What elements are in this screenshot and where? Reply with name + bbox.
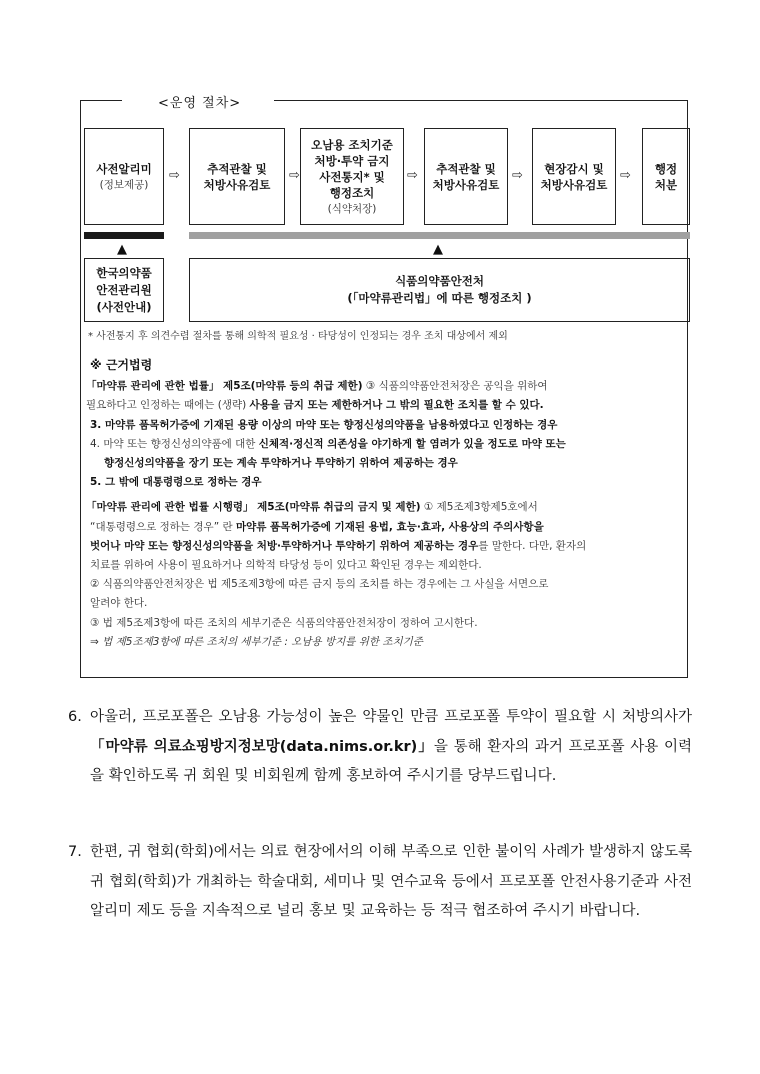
triangle-up-icon: ▲ (433, 242, 443, 257)
footnote: * 사전통지 후 의견수렴 절차를 통해 의학적 필요성 · 타당성이 인정되는 경우 조치 대상에서 제외 (88, 331, 508, 342)
law1-line: 필요하다고 인정하는 때에는 (생략) 사용을 금지 또는 제한하거나 그 밖의 필요한 조치를 할 수 있다. (86, 399, 544, 412)
org-kids: 한국의약품 안전관리원 (사전안내) (84, 258, 164, 322)
agency-bar-right (189, 232, 690, 239)
law1-item4: 4. 마약 또는 향정신성의약품에 대한 신체적·정신적 의존성을 야기하게 할 염려가 있을 정도로 마약 또는 (90, 437, 566, 450)
nims-link-text: 「마약류 의료쇼핑방지정보망(data.nims.or.kr)」 (90, 738, 434, 755)
triangle-up-icon: ▲ (117, 242, 127, 257)
law2-line: 치료를 위하여 사용이 필요하거나 의학적 타당성 등이 있다고 확인된 경우는 제외한다. (90, 559, 482, 572)
law2-line: ③ 법 제5조제3항에 따른 조치의 세부기준은 식품의약품안전처장이 정하여 고시한다. (90, 616, 478, 629)
arrow-icon: ⇨ (169, 168, 180, 183)
arrow-icon: ⇨ (407, 168, 418, 183)
paragraph-6: 6. 아울러, 프로포폴은 오남용 가능성이 높은 약물인 만큼 프로포폴 투약이 필요할 시 처방의사가 「마약류 의료쇼핑방지정보망(data.nims.or.kr)」을 통해 환자의 과거 프로포폴 사용 이력을 확인하도록 귀 회원 및 비회원께 함께 홍보하여 주시기를 당부드립니다. (68, 703, 692, 792)
arrow-icon: ⇨ (512, 168, 523, 183)
org-mfds: 식품의약품안전처 (「마약류관리법」에 따른 행정조치 ) (189, 258, 690, 322)
law2-line: 「마약류 관리에 관한 법률 시행령」 제5조(마약류 취급의 금지 및 제한) ① 제5조제3항제5호에서 (86, 501, 538, 514)
law1-item5: 5. 그 밖에 대통령령으로 정하는 경우 (90, 476, 262, 489)
agency-bar-left (84, 232, 164, 239)
law2-criteria-note: ⇒ 법 제5조제3항에 따른 조치의 세부기준 : 오남용 방지를 위한 조치기준 (90, 635, 423, 648)
step-misuse-criteria: 오남용 조치기준 처방·투약 금지 사전통지* 및 행정조치 (식약처장) (300, 128, 404, 225)
arrow-icon: ⇨ (620, 168, 631, 183)
step-monitoring-1: 추적관찰 및 처방사유검토 (189, 128, 285, 225)
legal-basis-heading: ※ 근거법령 (90, 358, 153, 372)
paragraph-7: 7. 한편, 귀 협회(학회)에서는 의료 현장에서의 이해 부족으로 인한 불이익 사례가 발생하지 않도록 귀 협회(학회)가 개최하는 학술대회, 세미나 및 연수교육 등에서 프로포폴 안전사용기준과 사전알리미 제도 등을 지속적으로 널리 홍보 및 교육하는 등 적극 협조하여 주시기 바랍니다. (68, 838, 692, 927)
legal-basis (86, 356, 682, 652)
law1-line: 「마약류 관리에 관한 법률」 제5조(마약류 등의 취급 제한) ③ 식품의약품안전처장은 공익을 위하여 (86, 380, 548, 393)
arrow-icon: ⇨ (289, 168, 300, 183)
step-prior-notice: 사전알리미 (정보제공) (84, 128, 164, 225)
frame-top-line (274, 100, 688, 101)
step-administrative-action: 행정 처분 (642, 128, 690, 225)
law2-line: 벗어나 마약 또는 향정신성의약품을 처방·투약하거나 투약하기 위하여 제공하는 경우를 말한다. 다만, 환자의 (90, 539, 587, 552)
procedure-title: <운영 절차> (158, 96, 242, 111)
step-inspection: 현장감시 및 처방사유검토 (532, 128, 616, 225)
paragraph-number: 6. (68, 709, 82, 725)
law2-line: 알려야 한다. (90, 597, 148, 610)
law1-item4-cont: 향정신성의약품을 장기 또는 계속 투약하거나 투약하기 위하여 제공하는 경우 (104, 457, 458, 470)
frame-top-line (80, 100, 122, 101)
paragraph-number: 7. (68, 844, 82, 860)
step-monitoring-2: 추적관찰 및 처방사유검토 (424, 128, 508, 225)
law2-line: “대통령령으로 정하는 경우” 란 마약류 품목허가증에 기재된 용법, 효능·효과, 사용상의 주의사항을 (90, 520, 544, 533)
law2-line: ② 식품의약품안전처장은 법 제5조제3항에 따른 금지 등의 조치를 하는 경우에는 그 사실을 서면으로 (90, 578, 549, 591)
law1-item3: 3. 마약류 품목허가증에 기재된 용량 이상의 마약 또는 향정신성의약품을 남용하였다고 인정하는 경우 (90, 418, 558, 431)
